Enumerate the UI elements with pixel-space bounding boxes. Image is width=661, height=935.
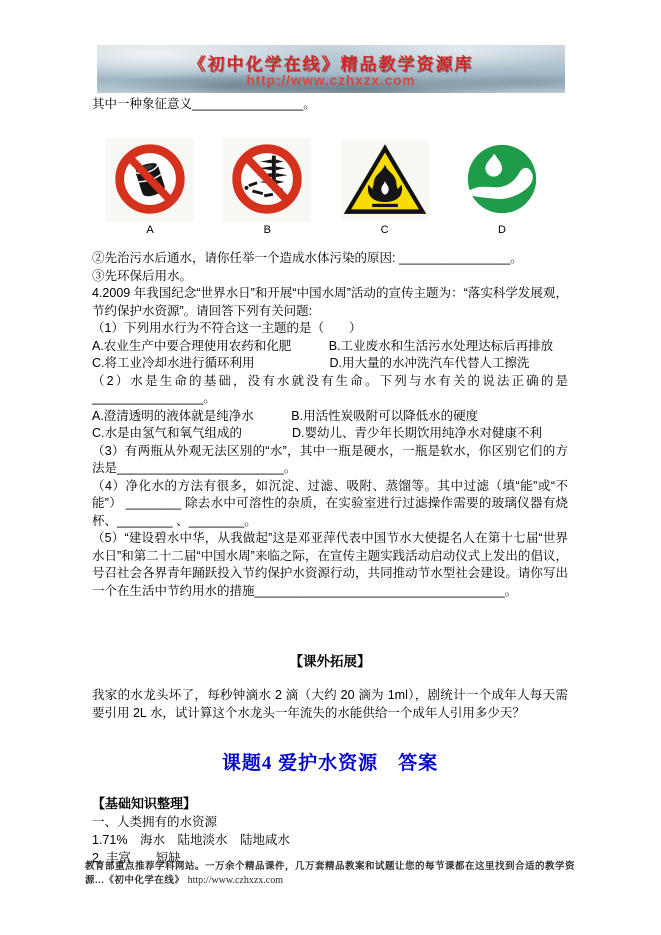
- extension-text: 我家的水龙头坏了，每秒钟滴水 2 滴（大约 20 滴为 1ml），剧统计一个成年人每天需要引用 2L 水，试计算这个水龙头一年流失的水能供给一个成年人引用多少天？: [92, 688, 568, 720]
- water-saving-logo-icon: [458, 138, 546, 222]
- question-block: [92, 250, 568, 600]
- intro-line: 其中一种象征意义________________。: [92, 97, 316, 111]
- banner-title: 《初中化学在线》精品教学资源库: [188, 55, 474, 74]
- question-line: ③先环保后用水。: [92, 268, 193, 283]
- extension-heading: 【课外拓展】: [289, 654, 371, 669]
- footer-text: 教育部重点推荐学科网站。一万余个精品课件，几万套精品教案和试题让您的每节课都在这里找到合适的教学资源...《初中化学在线》: [85, 861, 576, 886]
- question-line: （1）下列用水行为不符合这一主题的是（ ）: [92, 321, 362, 335]
- flammable-warning-triangle-sign-icon: [341, 138, 429, 222]
- question-line: A.农业生产中要合理使用农药和化肥 B.工业废水和生活污水处理达标后再排放: [92, 338, 554, 353]
- symbol-label-a: A: [146, 224, 154, 236]
- site-banner: [97, 45, 565, 93]
- footer-url: http://www.czhxzx.com: [187, 874, 284, 886]
- symbol-a: [100, 138, 200, 236]
- symbol-c: [335, 138, 435, 236]
- symbol-d: [452, 138, 552, 236]
- page-footer: [85, 860, 577, 887]
- question-line: （5）“建设碧水中华，从我做起”这是邓亚萍代表中国节水大使提名人在第十七届“世界水日”和第二十二届“中国水周”来临之际，在宣传主题实践活动启动仪式上发出的倡议，号召社会各界青年踊跃投入节约保护水资源行动，共同推动节水型社会建设。请你写出一个在生活中节约用水的措施____________________________________。: [92, 531, 568, 598]
- question-line: （4）净化水的方法有很多，如沉淀、过滤、吸附、蒸馏等。其中过滤（填“能”或“不能”） ________ 除去水中可溶性的杂质，在实验室进行过滤操作需要的玻璃仪器有烧杯、________ 、________。: [92, 478, 568, 528]
- no-fireworks-prohibition-sign-icon: [223, 138, 311, 222]
- question-line: （2）水是生命的基础，没有水就没有生命。下列与水有关的说法正确的是________________。: [92, 373, 568, 405]
- basics-heading: 【基础知识整理】: [92, 796, 197, 811]
- basics-line: 2. 丰富 短缺: [92, 851, 181, 865]
- basics-section: [92, 795, 568, 867]
- basics-line: 一、人类拥有的水资源: [92, 815, 218, 829]
- symbol-b: [217, 138, 317, 236]
- no-dumping-barrel-prohibition-sign-icon: [106, 138, 194, 222]
- question-line: C.将工业冷却水进行循环利用 D.用大量的水冲洗汽车代替人工擦洗: [92, 356, 530, 370]
- document-content: [92, 45, 568, 867]
- symbol-label-b: B: [263, 224, 271, 236]
- question-line: （3）有两瓶从外观无法区别的“水”，其中一瓶是硬水，一瓶是软水，你区别它们的方法是________________________。: [92, 443, 568, 475]
- question-line: A.澄清透明的液体就是纯净水 B.用活性炭吸附可以降低水的硬度: [92, 408, 479, 423]
- question-line: 4.2009 年我国纪念“世界水日”和开展“中国水周”活动的宣传主题为：“落实科学发展观，节约保护水资源”。请回答下列有关问题:: [92, 286, 568, 318]
- question-line: C.水是由氢气和氧气组成的 D.婴幼儿、青少年长期饮用纯净水对健康不利: [92, 426, 543, 440]
- answer-section-title: 课题4 爱护水资源 答案: [221, 753, 439, 774]
- banner-url: http://www.czhxzx.com: [246, 73, 416, 88]
- basics-line: 1.71% 海水 陆地淡水 陆地咸水: [92, 833, 290, 847]
- symbol-label-c: C: [380, 224, 389, 236]
- symbol-label-d: D: [498, 224, 506, 236]
- question-line: ②先治污水后通水，请你任举一个造成水体污染的原因: ________________。: [92, 251, 523, 265]
- symbols-row: [100, 138, 552, 236]
